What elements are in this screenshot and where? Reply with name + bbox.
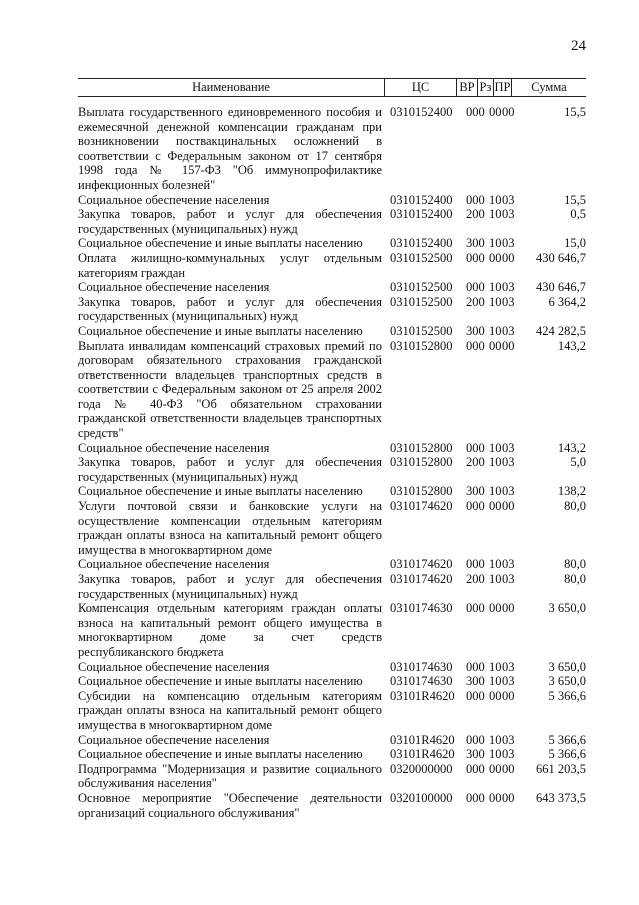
row-rz: 00: [489, 499, 502, 514]
row-sum: 15,0: [564, 236, 586, 251]
row-pr: 03: [502, 192, 515, 207]
table-row: [78, 207, 586, 236]
row-cs: 0310174630: [390, 659, 453, 674]
row-rz: 00: [489, 790, 502, 805]
row-rz: 10: [489, 484, 502, 499]
row-name: Выплата государственного единовременного пособия и ежемесячной денежной компенсации гражданам при возникновении поствакцинальных осложнений в соответствии с Федеральным законом от 17 сентября 1998 года № 157-ФЗ "Об иммунопрофилактике инфекционных болезней": [78, 105, 382, 192]
row-name: Субсидии на компенсацию отдельным категориям граждан оплаты взноса на капитальный ремонт общего имущества в многоквартирном доме: [78, 688, 382, 732]
row-pr: 03: [502, 455, 515, 470]
row-name: Социальное обеспечение населения: [78, 557, 270, 572]
header-sum: Сумма: [531, 80, 567, 94]
row-sum: 5,0: [570, 455, 586, 470]
row-rz: 10: [489, 572, 502, 586]
row-cs: 0310152400: [390, 207, 453, 222]
row-cs: 0310152400: [390, 105, 453, 119]
row-name: Закупка товаров, работ и услуг для обеспечения государственных (муниципальных) нужд: [78, 455, 382, 484]
row-sum: 5 366,6: [548, 688, 586, 703]
table-row: [78, 557, 586, 572]
row-sum: 430 646,7: [536, 250, 586, 265]
header-name: Наименование: [192, 80, 270, 94]
row-sum: 80,0: [564, 572, 586, 586]
table-row: [78, 674, 586, 689]
row-sum: 3 650,0: [548, 674, 586, 689]
row-rz: 10: [489, 323, 502, 338]
table-row: [78, 455, 586, 484]
row-cs: 0310152800: [390, 484, 453, 499]
row-pr: 03: [502, 236, 515, 251]
row-pr: 00: [502, 338, 515, 353]
table-row: [78, 499, 586, 557]
row-pr: 03: [502, 207, 515, 222]
row-name: Социальное обеспечение населения: [78, 732, 270, 747]
row-vr: 000: [466, 761, 485, 776]
row-vr: 000: [466, 601, 485, 616]
row-name: Выплата инвалидам компенсаций страховых премий по договорам обязательного страхования гражданской ответственности владельцев транспортных средств в соответствии с Федеральным законом от 25 апреля 2002 года № 40-ФЗ "Об обязательном страховании гражданской ответственности владельцев транспортных средств": [78, 338, 382, 441]
row-rz: 00: [489, 761, 502, 776]
row-pr: 03: [502, 484, 515, 499]
row-sum: 138,2: [557, 484, 586, 499]
table-row: [78, 484, 586, 499]
row-rz: 00: [489, 688, 502, 703]
table-row: [78, 324, 586, 339]
row-pr: 00: [502, 499, 515, 514]
row-name: Компенсация отдельным категориям граждан оплаты взноса на капитальный ремонт общего имущества в многоквартирном доме за счет средств республиканского бюджета: [78, 601, 382, 659]
row-sum: 143,2: [557, 440, 586, 455]
row-pr: 00: [502, 688, 515, 703]
row-name: Социальное обеспечение и иные выплаты населению: [78, 747, 363, 762]
row-name: Социальное обеспечение и иные выплаты населению: [78, 484, 363, 499]
row-name: Закупка товаров, работ и услуг для обеспечения государственных (муниципальных) нужд: [78, 207, 382, 236]
row-rz: 10: [489, 747, 502, 762]
row-vr: 000: [466, 732, 485, 747]
table-row: [78, 791, 586, 820]
row-rz: 10: [489, 440, 502, 455]
row-rz: 00: [489, 105, 502, 119]
row-name: Социальное обеспечение и иные выплаты населению: [78, 236, 363, 251]
row-name: Социальное обеспечение населения: [78, 440, 270, 455]
row-vr: 300: [466, 236, 485, 251]
row-vr: 000: [466, 557, 485, 572]
row-vr: 000: [466, 790, 485, 805]
table-row: [78, 193, 586, 208]
table-row: [78, 601, 586, 659]
row-sum: 15,5: [564, 192, 586, 207]
row-rz: 00: [489, 601, 502, 616]
row-vr: 000: [466, 192, 485, 207]
row-pr: 03: [502, 557, 515, 572]
row-sum: 80,0: [564, 557, 586, 572]
table-row: [78, 236, 586, 251]
row-vr: 200: [466, 207, 485, 222]
row-sum: 430 646,7: [536, 280, 586, 295]
row-pr: 00: [502, 761, 515, 776]
row-sum: 6 364,2: [548, 294, 586, 309]
row-cs: 0310152400: [390, 236, 453, 251]
row-name: Услуги почтовой связи и банковские услуги на осуществление компенсации отдельным категориям граждан оплаты взноса на капитальный ремонт общего имущества в многоквартирном доме: [78, 499, 382, 557]
row-pr: 03: [502, 659, 515, 674]
row-sum: 80,0: [564, 499, 586, 514]
row-rz: 10: [489, 732, 502, 747]
row-rz: 10: [489, 455, 502, 470]
table-row: [78, 733, 586, 748]
row-pr: 03: [502, 294, 515, 309]
row-cs: 0310152500: [390, 280, 453, 295]
row-rz: 10: [489, 674, 502, 689]
row-cs: 03101R4620: [390, 732, 455, 747]
row-name: Подпрограмма "Модернизация и развитие социального обслуживания населения": [78, 761, 382, 791]
row-cs: 03101R4620: [390, 747, 455, 762]
budget-table: [78, 78, 586, 820]
table-row: [78, 747, 586, 762]
row-cs: 0310174620: [390, 499, 453, 514]
row-sum: 424 282,5: [536, 323, 586, 338]
row-vr: 000: [466, 280, 485, 295]
row-name: Основное мероприятие "Обеспечение деятельности организаций социального обслуживания": [78, 790, 382, 820]
row-name: Закупка товаров, работ и услуг для обеспечения государственных (муниципальных) нужд: [78, 294, 382, 324]
table-row: [78, 689, 586, 733]
table-row: [78, 251, 586, 280]
row-vr: 000: [466, 105, 485, 119]
row-vr: 300: [466, 674, 485, 689]
row-cs: 0310174620: [390, 572, 453, 586]
row-name: Социальное обеспечение населения: [78, 659, 270, 674]
header-pr: ПР: [494, 80, 511, 94]
row-cs: 0310152400: [390, 192, 453, 207]
row-rz: 00: [489, 250, 502, 265]
row-sum: 5 366,6: [548, 747, 586, 762]
row-pr: 03: [502, 323, 515, 338]
row-cs: 03101R4620: [390, 688, 455, 703]
row-cs: 0310152800: [390, 455, 453, 470]
row-sum: 15,5: [564, 105, 586, 119]
table-row: [78, 572, 586, 601]
row-cs: 0320100000: [390, 790, 453, 805]
table-header: [78, 78, 586, 97]
table-row: [78, 660, 586, 675]
row-cs: 0310152500: [390, 294, 453, 309]
row-rz: 10: [489, 192, 502, 207]
table-row: [78, 295, 586, 324]
row-pr: 00: [502, 105, 515, 119]
row-name: Социальное обеспечение и иные выплаты населению: [78, 323, 363, 338]
row-rz: 00: [489, 338, 502, 353]
row-vr: 300: [466, 323, 485, 338]
row-name: Закупка товаров, работ и услуг для обеспечения государственных (муниципальных) нужд: [78, 572, 382, 601]
row-vr: 000: [466, 250, 485, 265]
row-pr: 03: [502, 572, 515, 586]
header-cs: ЦС: [384, 79, 456, 96]
row-sum: 3 650,0: [548, 601, 586, 616]
table-row: [78, 105, 586, 193]
row-pr: 03: [502, 732, 515, 747]
row-name: Социальное обеспечение населения: [78, 280, 270, 295]
row-cs: 0310152500: [390, 250, 453, 265]
page-number: 24: [571, 38, 586, 54]
row-pr: 03: [502, 280, 515, 295]
row-vr: 300: [466, 747, 485, 762]
row-cs: 0310174630: [390, 601, 453, 616]
row-cs: 0310152800: [390, 338, 453, 353]
row-pr: 00: [502, 790, 515, 805]
table-row: [78, 339, 586, 441]
row-sum: 143,2: [557, 338, 586, 353]
row-sum: 0,5: [570, 207, 586, 222]
row-sum: 5 366,6: [548, 732, 586, 747]
row-pr: 00: [502, 250, 515, 265]
row-rz: 10: [489, 659, 502, 674]
row-rz: 10: [489, 236, 502, 251]
row-name: Социальное обеспечение и иные выплаты населению: [78, 674, 363, 689]
row-vr: 000: [466, 659, 485, 674]
row-rz: 10: [489, 294, 502, 309]
table-row: [78, 441, 586, 456]
row-cs: 0310152500: [390, 323, 453, 338]
row-cs: 0320000000: [390, 761, 453, 776]
row-vr: 300: [466, 484, 485, 499]
row-rz: 10: [489, 557, 502, 572]
row-pr: 00: [502, 601, 515, 616]
row-vr: 200: [466, 455, 485, 470]
row-vr: 000: [466, 338, 485, 353]
row-sum: 661 203,5: [536, 761, 586, 776]
row-vr: 000: [466, 499, 485, 514]
table-row: [78, 280, 586, 295]
header-vr: ВР: [456, 79, 477, 96]
row-vr: 000: [466, 688, 485, 703]
row-cs: 0310174620: [390, 557, 453, 572]
row-sum: 643 373,5: [536, 790, 586, 805]
row-cs: 0310174630: [390, 674, 453, 689]
table-row: [78, 762, 586, 791]
row-name: Социальное обеспечение населения: [78, 192, 270, 207]
row-rz: 10: [489, 280, 502, 295]
row-pr: 03: [502, 440, 515, 455]
row-vr: 200: [466, 572, 485, 586]
row-sum: 3 650,0: [548, 659, 586, 674]
row-vr: 000: [466, 440, 485, 455]
row-pr: 03: [502, 674, 515, 689]
row-pr: 03: [502, 747, 515, 762]
row-cs: 0310152800: [390, 440, 453, 455]
row-name: Оплата жилищно-коммунальных услуг отдельным категориям граждан: [78, 250, 382, 280]
header-rz: Рз: [477, 79, 493, 96]
row-vr: 200: [466, 294, 485, 309]
row-rz: 10: [489, 207, 502, 222]
table-body: [78, 105, 586, 820]
